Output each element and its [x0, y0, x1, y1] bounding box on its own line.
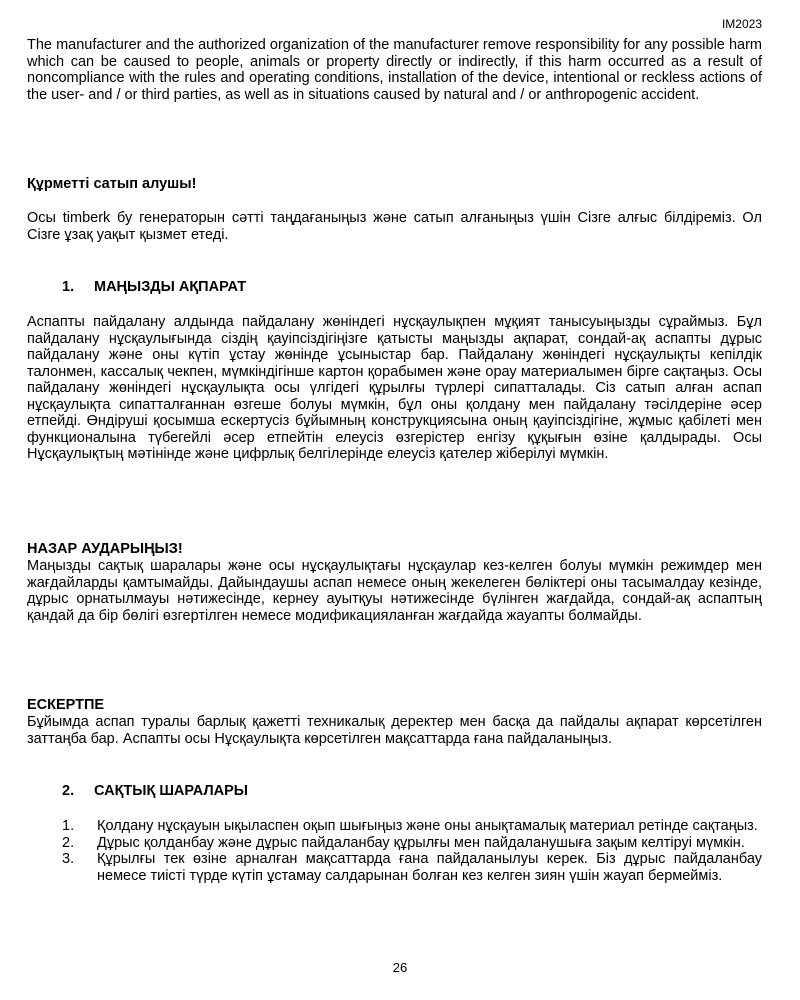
precautions-list [62, 818, 762, 884]
section-1-title: МАҢЫЗДЫ АҚПАРАТ [94, 279, 247, 295]
section-1-number: 1. [62, 279, 75, 295]
list-item-number: 2. [62, 834, 75, 851]
list-item-text: Қолдану нұсқауын ықыласпен оқып шығыңыз және оны анықтамалық материал ретінде сақтаңыз. [97, 818, 758, 834]
section-2-title: САҚТЫҚ ШАРАЛАРЫ [94, 783, 248, 799]
list-item-text: Дұрыс қолданбау және дұрыс пайдаланбау құрылғы мен пайдаланушыға зақым келтіруі мүмкін. [97, 834, 745, 851]
model-code: IM2023 [721, 17, 762, 31]
attention-paragraph: Маңызды сақтық шаралары және осы нұсқаулықтағы нұсқаулар кез-келген болуы мүмкін режимдер мен жағдайларды қамтымайды. Дайындаушы аспап немесе оның жекелеген бөліктері оны тасымалдау кезінде, дұрыс орнатылмауы нәтижесінде, кернеу ауытқуы нәтижесінде бүлінген жағдайда, сондай-ақ аспаптың қандай да бір бөлігі өзгертілген немесе модификацияланған жағдайда жауапты болмайды. [27, 558, 762, 624]
list-item [62, 818, 762, 835]
note-paragraph: Бұйымда аспап туралы барлық қажетті техникалық деректер мен басқа да пайдалы ақпарат көрсетілген заттаңба бар. Аспапты осы Нұсқаулықта көрсетілген мақсаттарда ғана пайдаланыңыз. [27, 714, 762, 747]
greeting-heading: Құрметті сатып алушы! [27, 176, 197, 192]
list-item [62, 835, 762, 852]
note-heading: ЕСКЕРТПЕ [27, 697, 105, 713]
section-2-heading [62, 783, 248, 800]
list-item-text: Құрылғы тек өзіне арналған мақсаттарда ғана пайдаланылуы керек. Біз дұрыс пайдаланбау немесе тиісті түрде күтіп ұстамау салдарынан болған кез келген зиян үшін жауап бермейміз. [97, 851, 762, 884]
section-2-number: 2. [62, 783, 75, 799]
greeting-paragraph: Осы timberk бу генераторын сәтті таңдағаныңыз және сатып алғаныңыз үшін Сізге алғыс білдіреміз. Ол Сізге ұзақ уақыт қызмет етеді. [27, 210, 762, 243]
section-1-paragraph: Аспапты пайдалану алдында пайдалану жөніндегі нұсқаулықпен мұқият танысуыңызды сұраймыз. Бұл пайдалану нұсқаулығында сіздің қауіпсіздігіңізге қатысты маңызды ақпарат, сондай-ақ аспапты дұрыс пайдалану және оны күтіп ұстау жөнінде ұсыныстар бар. Пайдалану жөніндегі нұсқаулықты кепілдік талонмен, кассалық чекпен, мүмкіндігінше картон қорабымен және орау материалымен бірге сақтаңыз. Осы пайдалану жөніндегі нұсқаулықта осы үлгідегі құрылғы түрлері сипатталады. Сіз сатып алған аспап нұсқаулықта сипатталғаннан өзгеше болуы мүмкін, бұл оны қолдану мен пайдалану тәсілдеріне әсер етпейді. Өндіруші қосымша ескертусіз бұйымның конструкциясына оның қауіпсіздігіне, жұмыс қабілеті мен функционалына түбегейлі әсер етпейтін елеусіз өзгерістер енгізу құқығын өзіне қалдырады. Осы Нұсқаулықтың мәтінінде және цифрлық белгілерінде елеусіз қателер жіберілуі мүмкін. [27, 314, 762, 462]
disclaimer-paragraph: The manufacturer and the authorized organization of the manufacturer remove responsibility for any possible harm which can be caused to people, animals or property directly or indirectly, if this harm occurred as a result of noncompliance with the rules and operating conditions, installation of the device, intentional or reckless actions of the user- and / or third parties, as well as in situations caused by natural and / or anthropogenic accident. [27, 37, 762, 103]
list-item [62, 851, 762, 884]
attention-heading: НАЗАР АУДАРЫҢЫЗ! [27, 541, 183, 557]
section-1-heading [62, 279, 246, 296]
list-item-number: 1. [62, 818, 75, 834]
list-item-number: 3. [62, 851, 75, 867]
page-number: 26 [392, 960, 408, 975]
